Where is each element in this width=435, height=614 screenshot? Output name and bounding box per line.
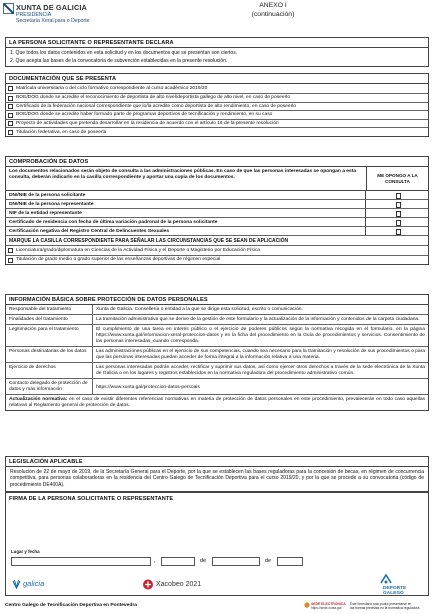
sede-url[interactable]: https://sede.xunta.gal: [311, 605, 342, 610]
documentation-title: DOCUMENTACIÓN QUE SE PRESENTA: [6, 74, 428, 84]
protection-row: Legitimación para el tratamiento El cumplimiento de una tarea en interés público o el ejercicio de poderes públicos según la normativa recogida en el formulario, en la página https://www.xunta.gal/informacion-xeral-proteccion-datos y en la ficha del procedimiento en la Guía de procedimientos y servicios. Consentimiento de las personas interesadas, cuando corresponda.: [6, 324, 428, 346]
anexo-label: ANEXO I: [259, 2, 287, 9]
sede-label: SEDE ELECTRÓNICA: [311, 602, 346, 606]
protection-row: Responsable del tratamiento Xunta de Galicia. Consellería o entidad a la que se dirige esta solicitud, escrito o comunicación.: [6, 305, 428, 314]
anexo-title: [238, 2, 308, 20]
galicia-logo-text: galicia: [23, 579, 45, 588]
check-row-nif-entidad: NIF de la entidad representante: [6, 209, 428, 218]
logo-subtitle-secretaria: Secretaría Xeral para o Deporte: [16, 18, 90, 24]
deporte-galego-text-1: DEPORTE: [383, 586, 407, 591]
deporte-galego-text-2: GALEGO: [383, 591, 404, 596]
deporte-galego-icon: [380, 574, 392, 585]
oppose-checkbox[interactable]: [396, 202, 402, 208]
logo-title: XUNTA DE GALICIA: [16, 3, 87, 12]
signature-title: FIRMA DE LA PERSONA SOLICITANTE O REPRESENTANTE: [9, 496, 174, 502]
logo-subtitle-presidencia: PRESIDENCIA: [16, 12, 52, 18]
sede-icon: [304, 602, 310, 608]
xunta-logo: [3, 3, 96, 27]
xacobeo-emblem-icon: [142, 578, 154, 591]
declaration-item-1: 1. Que todos los datos contenidos en esta solicitud y en los documentos que se presentan son ciertos.: [10, 50, 238, 57]
data-check-intro: Los documentos relacionados serán objeto de consulta a las administraciones públicas. En caso de que las personas interesadas se opongan a esta consulta, deberán indicarlo en la casilla correspondiente y aportar una copia de los documentos.: [9, 168, 357, 180]
doc-row-boe-programas: BOE/DOG donde se acredite haber formado parte de programas deportivos de tecnificación y rendimiento, en su caso: [6, 110, 428, 119]
circumstance-checkbox[interactable]: [8, 258, 13, 263]
data-check-header: [6, 167, 428, 191]
legislation-section: [5, 456, 429, 492]
circumstances-title: MARQUE LA CASILLA CORRESPONDIENTE PARA SEÑALAR LAS CIRCUNSTANCIAS QUE SE SEAN DE APLICACIÓN: [6, 236, 428, 246]
footer-notice-line-1: Este formulario solo podrá presentarse en: [350, 602, 412, 606]
month-input[interactable]: [212, 557, 260, 566]
circumstance-row-licenciatura: Licenciatura/grado/diplomatura en Ciencias de la Actividad Física y el Deporte o Magisterio por Educación Física: [6, 246, 428, 255]
oppose-checkbox[interactable]: [396, 193, 402, 199]
page-header: [3, 2, 432, 29]
galicia-logo: [12, 578, 57, 592]
xacobeo-logo-text: Xacobeo 2021: [156, 580, 202, 588]
protection-row: Personas destinatarias de los datos Las administraciones públicas en el ejercicio de sus competencias, cuando sea necesario para la tramitación y resolución de sus procedimientos o para que las personas interesadas puedan acceder de forma integral a la información relativa a una materia.: [6, 346, 428, 362]
declaration-section: [5, 37, 429, 67]
doc-row-proyecto: Proyecto de actividades que pretenda desarrollar en la residencia de acuerdo con el artículo 16 de la presente resolución: [6, 119, 428, 128]
declaration-title: LA PERSONA SOLICITANTE O REPRESENTANTE DECLARA: [6, 38, 428, 48]
check-row-delincuentes: Certificación negativa del Registro Central de Delincuentes Sexuales: [6, 227, 428, 236]
day-input[interactable]: [161, 557, 195, 566]
normative-update-text: en el caso de existir diferentes referencias normativas en materia de protección de datos personales en este procedimiento, prevalecerán en todo caso aquellas relativas al Reglamento general de protección de datos.: [9, 396, 425, 408]
check-row-dni-solicitante: DNI/NIE de la persona solicitante: [6, 191, 428, 200]
doc-checkbox[interactable]: [8, 121, 13, 126]
declaration-item-2: 2. Que acepta las bases de la convocatoria de subvención establecidas en la presente resolución.: [10, 58, 228, 65]
doc-checkbox[interactable]: [8, 86, 13, 91]
data-protection-table: [6, 305, 428, 410]
footer-notice-line-2: las formas previstas en la normativa reguladora: [350, 606, 420, 611]
data-check-section: [5, 156, 429, 265]
oppose-column-header: ME OPONGO A LA CONSULTA: [366, 167, 428, 190]
protection-row: Ejercicio de derechos Las personas interesadas podrán acceder, rectificar y suprimir sus datos, así como ejercer otros derechos a través de la sede electrónica de la Xunta de Galicia o en los lugares y registros establecidos en la normativa reguladora del procedimiento administrativo común.: [6, 362, 428, 378]
data-check-title: COMPROBACIÓN DE DATOS: [6, 157, 428, 167]
protection-row: Contacto delegado de protección de datos y más información https://www.xunta.gal/proteccion-datos-persoais: [6, 378, 428, 394]
data-protection-title: INFORMACIÓN BÁSICA SOBRE PROTECCIÓN DE DATOS PERSONALES: [6, 295, 428, 305]
doc-checkbox[interactable]: [8, 96, 13, 101]
protection-footer-row: [6, 394, 428, 410]
xacobeo-logo: [142, 578, 222, 592]
footer-center-name: Centro Galego de Tecnificación Deportiva en Pontevedra: [5, 603, 137, 608]
circumstance-row-titulacion: Titulación de grado medio o grado superior de las enseñanzas deportivas de régimen especial: [6, 255, 428, 264]
year-input[interactable]: [277, 557, 303, 566]
place-input[interactable]: [11, 557, 151, 566]
galicia-shield-icon: [3, 3, 14, 14]
oppose-checkbox[interactable]: [396, 211, 402, 217]
de-separator-2: de: [265, 558, 272, 564]
de-separator-1: de: [200, 558, 207, 564]
oppose-checkbox[interactable]: [396, 220, 402, 226]
circumstance-checkbox[interactable]: [8, 248, 13, 253]
doc-checkbox[interactable]: [8, 130, 13, 135]
documentation-section: [5, 73, 429, 137]
check-row-residencia: Certificado de residencia con fecha de última variación padronal de la persona solicitante: [6, 218, 428, 227]
normative-update-label: Actualización normativa:: [9, 396, 68, 402]
doc-row-titulacion-federativa: Titulación federativa, en caso de poseerla: [6, 127, 428, 136]
doc-checkbox[interactable]: [8, 113, 13, 118]
doc-row-boe-alto-nivel: BOE/DOG donde se acredite el reconocimiento de deportista de alto nivel/deportista gallego de alto nivel, en caso de poseerlo: [6, 93, 428, 102]
legislation-text: Resolución de 22 de mayo de 2019, de la Secretaría General para el Deporte, por la que se establecen las bases reguladoras para la concesión de becas, en régimen de concurrencia competitiva, para personas colaboradoras en la residencia del Centro Galego de Tecnificación Deportiva para el curso 2019/20, y por la que se procede a su convocatoria (código de procedimiento DE400A).: [10, 469, 424, 488]
check-row-dni-representante: DNI/NIE de la persona representante: [6, 200, 428, 209]
sede-electronica-block: [304, 602, 348, 613]
doc-row-matricula: Matrícula universitaria o del ciclo formativo correspondiente al curso académico 2019/20: [6, 84, 428, 93]
anexo-continuation: (continuación): [251, 10, 295, 18]
galicia-scallop-icon: [12, 579, 21, 590]
oppose-checkbox[interactable]: [396, 229, 402, 235]
footer-notice: [350, 602, 432, 611]
data-protection-section: [5, 294, 429, 411]
protection-row: Finalidades del tratamiento La tramitación administrativa que se derive de la gestión de este formulario y la actualización de la información y contenidos de la carpeta ciudadana.: [6, 314, 428, 324]
deporte-galego-logo: [370, 574, 425, 598]
place-date-label: Lugar y fecha: [11, 549, 40, 554]
doc-checkbox[interactable]: [8, 104, 13, 109]
legislation-title: LEGISLACIÓN APLICABLE: [6, 457, 428, 467]
comma-separator: ,: [154, 558, 156, 564]
doc-row-certificado-federacion: Certificado de la federación nacional correspondiente que lo/la acredite como deportista de alto rendimiento, en caso de poseerlo: [6, 102, 428, 111]
